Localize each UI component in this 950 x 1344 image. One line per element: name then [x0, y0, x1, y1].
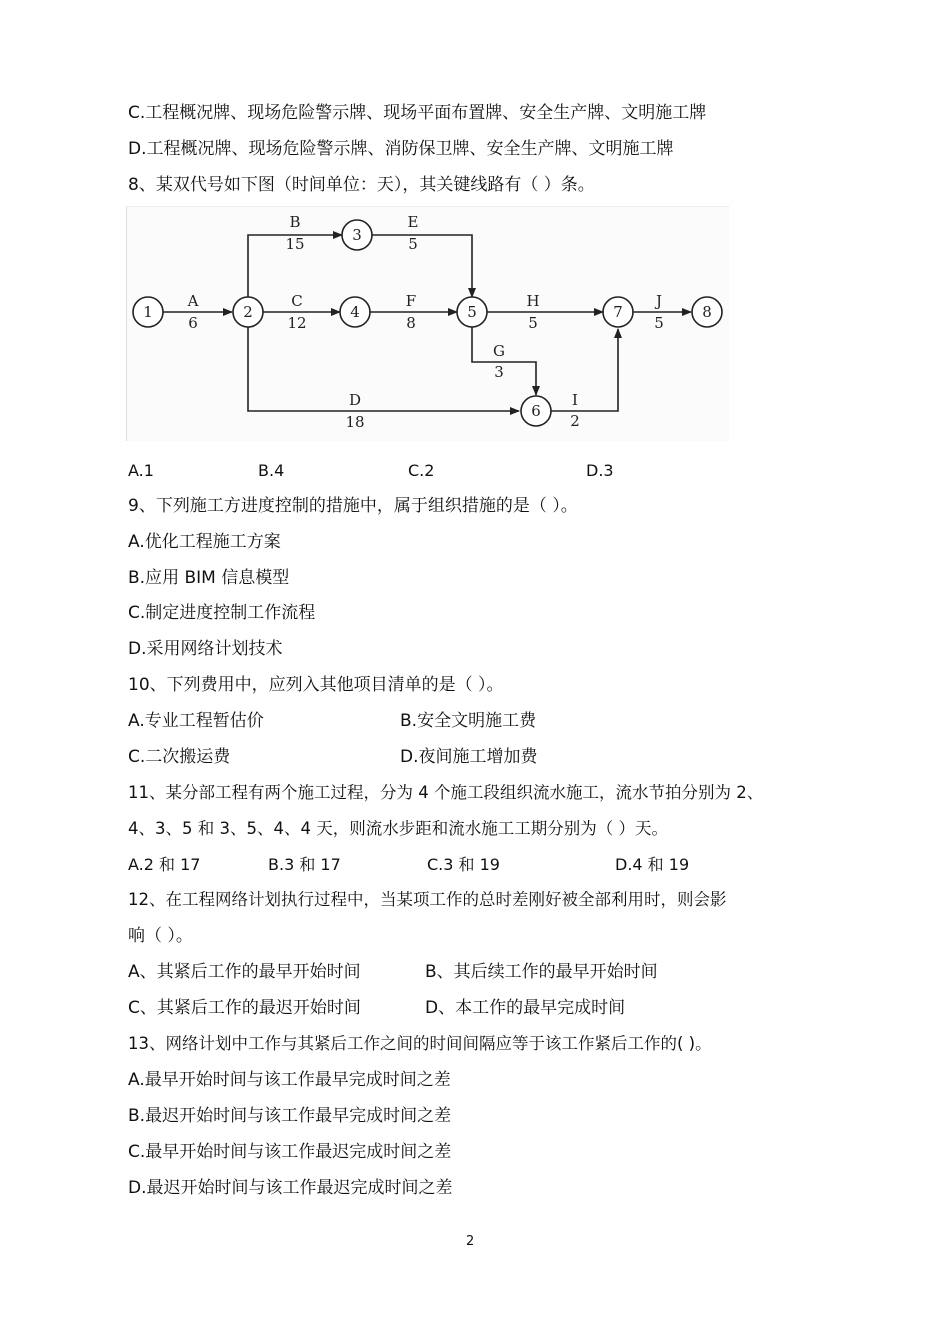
q10-option-d: D.夜间施工增加费: [400, 747, 538, 767]
q11-stem-line1: 11、某分部工程有两个施工过程，分为 4 个施工段组织流水施工，流水节拍分别为 2、: [128, 783, 764, 802]
activity-duration-h: 5: [528, 314, 538, 332]
q10-option-a: A.专业工程暂估价: [128, 711, 264, 731]
activity-duration-g: 3: [494, 363, 504, 381]
q7-option-c: C.工程概况牌、现场危险警示牌、现场平面布置牌、安全生产牌、文明施工牌: [128, 103, 707, 123]
q10-option-c: C.二次搬运费: [128, 747, 231, 767]
q8-stem: 8、某双代号如下图（时间单位：天），其关键线路有（ ）条。: [128, 175, 595, 195]
q12-option-c: C、其紧后工作的最迟开始时间: [128, 998, 361, 1018]
activity-duration-e: 5: [408, 235, 418, 253]
node-label-5: 5: [467, 303, 477, 321]
q12-stem-line1: 12、在工程网络计划执行过程中，当某项工作的总时差刚好被全部利用时，则会影: [128, 890, 727, 909]
q9-option-a: A.优化工程施工方案: [128, 532, 281, 552]
activity-arrow-g: [472, 327, 536, 395]
q13-option-b: B.最迟开始时间与该工作最早完成时间之差: [128, 1106, 452, 1126]
q13-stem: 13、网络计划中工作与其紧后工作之间的时间间隔应等于该工作紧后工作的( )。: [128, 1034, 712, 1053]
node-label-6: 6: [531, 402, 541, 420]
q11-option-b: B.3 和 17: [268, 855, 341, 874]
activity-duration-c: 12: [287, 314, 307, 332]
q11-option-a: A.2 和 17: [128, 855, 201, 874]
q9-option-b: B.应用 BIM 信息模型: [128, 568, 290, 588]
q9-option-d: D.采用网络计划技术: [128, 639, 283, 659]
network-diagram-svg: [127, 207, 729, 441]
activity-name-c: C: [291, 292, 303, 310]
activity-duration-b: 15: [285, 235, 305, 253]
node-label-2: 2: [243, 303, 253, 321]
node-label-1: 1: [143, 303, 153, 321]
activity-name-e: E: [407, 213, 419, 231]
activity-arrow-e: [372, 235, 472, 297]
activity-duration-f: 8: [406, 314, 416, 332]
q13-option-d: D.最迟开始时间与该工作最迟完成时间之差: [128, 1178, 453, 1198]
activity-duration-i: 2: [570, 412, 580, 430]
activity-arrow-i: [551, 329, 618, 411]
activity-duration-j: 5: [654, 314, 664, 332]
activity-name-g: G: [493, 342, 505, 360]
q10-stem: 10、下列费用中，应列入其他项目清单的是（ ）。: [128, 675, 504, 695]
activity-name-h: H: [526, 292, 540, 310]
node-label-3: 3: [352, 226, 362, 244]
q11-option-c: C.3 和 19: [427, 855, 500, 874]
q13-option-c: C.最早开始时间与该工作最迟完成时间之差: [128, 1142, 452, 1162]
q11-option-d: D.4 和 19: [615, 855, 690, 874]
node-label-4: 4: [350, 303, 360, 321]
node-label-8: 8: [702, 303, 712, 321]
q13-option-a: A.最早开始时间与该工作最早完成时间之差: [128, 1070, 451, 1090]
page-number: 2: [466, 1234, 475, 1249]
q9-option-c: C.制定进度控制工作流程: [128, 603, 316, 623]
q12-option-a: A、其紧后工作的最早开始时间: [128, 962, 361, 982]
activity-name-a: A: [187, 292, 199, 310]
q10-option-b: B.安全文明施工费: [400, 711, 537, 731]
activity-duration-a: 6: [188, 314, 198, 332]
q12-option-b: B、其后续工作的最早开始时间: [425, 962, 658, 982]
node-label-7: 7: [613, 303, 623, 321]
q11-stem-line2: 4、3、5 和 3、5、4、4 天，则流水步距和流水施工工期分别为（ ）天。: [128, 819, 668, 838]
network-diagram: [126, 206, 729, 441]
activity-name-j: J: [655, 292, 663, 310]
q7-option-d: D.工程概况牌、现场危险警示牌、消防保卫牌、安全生产牌、文明施工牌: [128, 139, 674, 159]
q12-stem-line2: 响（ ）。: [128, 926, 193, 946]
q8-option-d: D.3: [586, 461, 614, 480]
activity-name-i: I: [572, 391, 578, 409]
q9-stem: 9、下列施工方进度控制的措施中，属于组织措施的是（ ）。: [128, 496, 578, 516]
q8-option-c: C.2: [408, 461, 435, 480]
q8-option-b: B.4: [258, 461, 285, 480]
activity-arrow-d: [248, 325, 519, 411]
activity-name-f: F: [405, 292, 417, 310]
q8-option-a: A.1: [128, 461, 154, 480]
q12-option-d: D、本工作的最早完成时间: [425, 998, 626, 1018]
activity-name-d: D: [348, 391, 362, 409]
activity-duration-d: 18: [345, 413, 365, 431]
activity-name-b: B: [289, 213, 301, 231]
